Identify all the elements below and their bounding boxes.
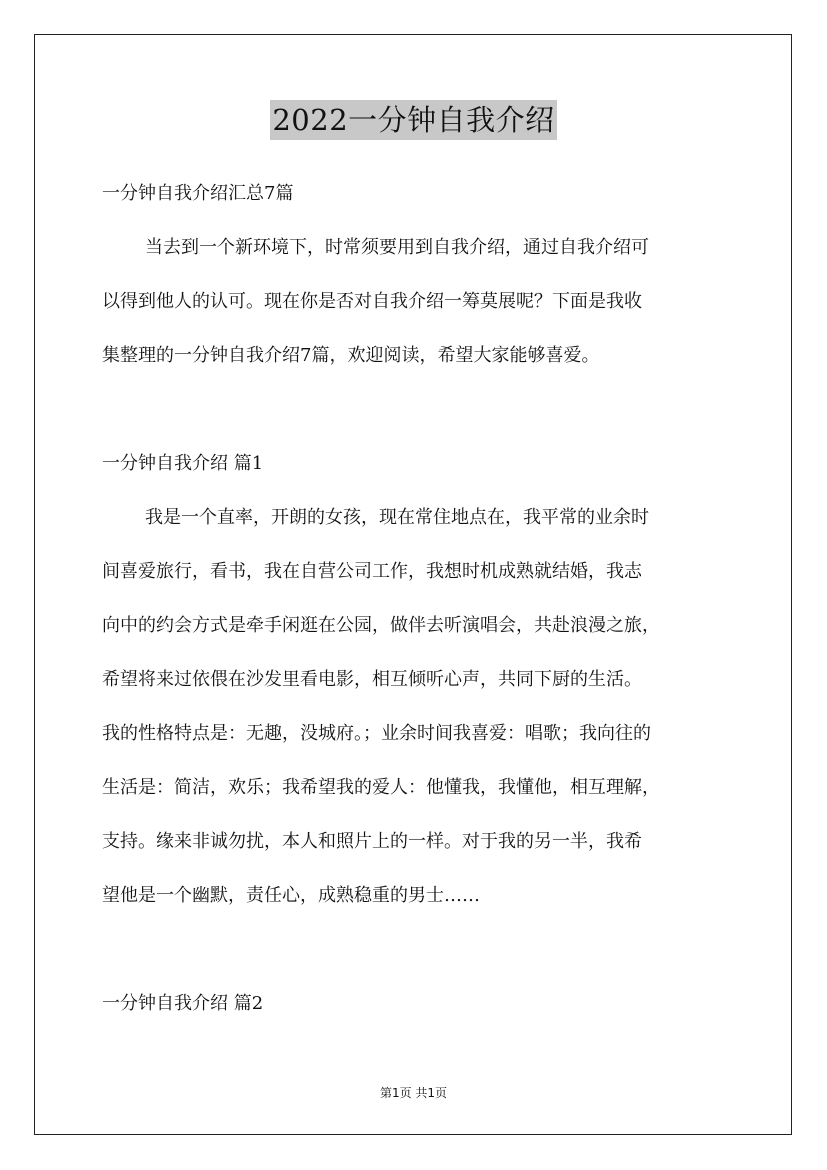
page-footer: 第1页 共1页 [379, 1086, 448, 1100]
title-wrap [0, 100, 827, 140]
section-1-line-1: 我是一个直率，开朗的女孩，现在常住地点在，我平常的业余时 [145, 507, 649, 528]
section-1-line-5: 我的性格特点是：无趣，没城府。；业余时间我喜爱：唱歌；我向往的 [102, 723, 651, 744]
intro-line-3: 集整理的一分钟自我介绍7篇，欢迎阅读，希望大家能够喜爱。 [102, 345, 600, 366]
section-1-line-6: 生活是：简洁，欢乐；我希望我的爱人：他懂我，我懂他，相互理解， [102, 777, 660, 798]
intro-line-1: 当去到一个新环境下，时常须要用到自我介绍，通过自我介绍可 [145, 237, 649, 258]
section-1-line-4: 希望将来过依偎在沙发里看电影，相互倾听心声，共同下厨的生活。 [102, 669, 642, 690]
section-1-line-2: 间喜爱旅行，看书，我在自营公司工作，我想时机成熟就结婚，我志 [102, 561, 642, 582]
section-1-line-8: 望他是一个幽默，责任心，成熟稳重的男士…… [102, 885, 480, 906]
document-subtitle: 一分钟自我介绍汇总7篇 [102, 183, 294, 204]
document-title: 2022一分钟自我介绍 [270, 100, 556, 140]
section-1-line-7: 支持。缘来非诚勿扰，本人和照片上的一样。对于我的另一半，我希 [102, 831, 642, 852]
section-2-heading: 一分钟自我介绍 篇2 [102, 993, 264, 1014]
section-1-heading: 一分钟自我介绍 篇1 [102, 453, 264, 474]
section-1-line-3: 向中的约会方式是牵手闲逛在公园，做伴去听演唱会，共赴浪漫之旅， [102, 615, 660, 636]
intro-line-2: 以得到他人的认可。现在你是否对自我介绍一筹莫展呢？下面是我收 [102, 291, 642, 312]
